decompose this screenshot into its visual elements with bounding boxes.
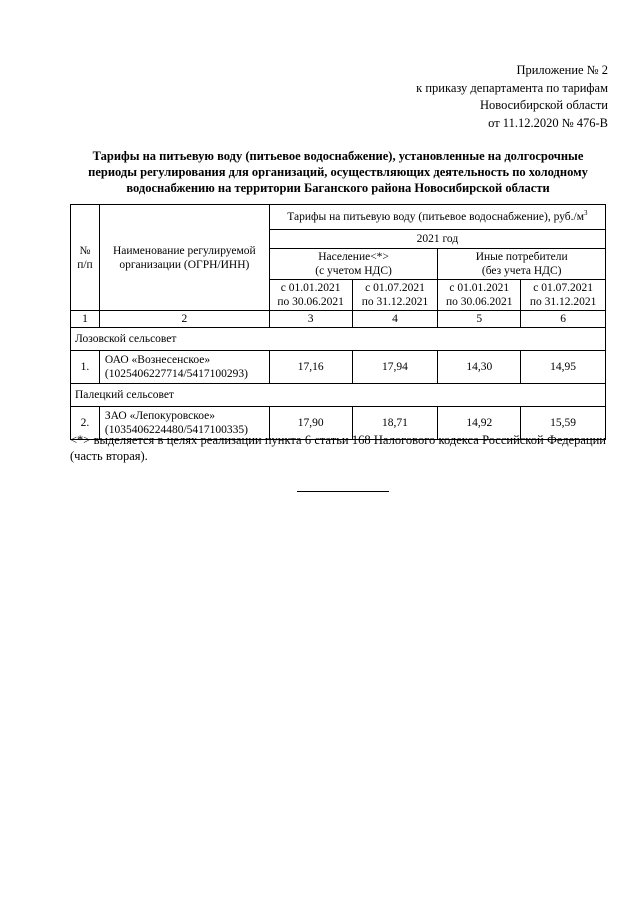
header-period: с 01.07.2021 по 31.12.2021: [352, 280, 438, 311]
row-num: 1.: [71, 351, 100, 384]
header-others-label: Иные потребители: [475, 251, 568, 263]
header-period: с 01.01.2021 по 30.06.2021: [269, 280, 352, 311]
column-number: 5: [438, 311, 521, 328]
column-number-row: [71, 311, 606, 328]
appendix-number: Приложение № 2: [516, 63, 608, 77]
tariff-value: 17,90: [269, 407, 352, 440]
header-population-note: (с учетом НДС): [315, 265, 392, 277]
org-name: ЗАО «Лепокуровское»: [104, 410, 215, 422]
header-others: [438, 249, 606, 280]
section-row: [71, 328, 606, 351]
column-number: 1: [71, 311, 100, 328]
org-ids: (1025406227714/5417100293): [104, 368, 249, 380]
tariff-table: [70, 204, 606, 440]
appendix-header: [416, 62, 608, 132]
tariff-value: 17,16: [269, 351, 352, 384]
table-row: [71, 351, 606, 384]
tariff-value: 14,30: [438, 351, 521, 384]
row-num: 2.: [71, 407, 100, 440]
header-period: с 01.07.2021 по 31.12.2021: [521, 280, 606, 311]
tariff-value: 14,95: [521, 351, 606, 384]
header-num: № п/п: [71, 205, 100, 311]
section-name: Палецкий сельсовет: [71, 384, 606, 407]
section-row: [71, 384, 606, 407]
document-title: Тарифы на питьевую воду (питьевое водоснабжение), установленные на долгосрочные периоды регулирования для организаций, осуществляющих деятельность по холодному водоснабжению на территории Баганского района Новосибирской области: [88, 149, 588, 195]
header-population: [269, 249, 438, 280]
tariff-value: 14,92: [438, 407, 521, 440]
column-number: 3: [269, 311, 352, 328]
tariff-value: 17,94: [352, 351, 438, 384]
header-year: 2021 год: [269, 230, 605, 249]
appendix-order-ref: к приказу департамента по тарифам: [416, 80, 608, 95]
appendix-order-date: от 11.12.2020 № 476-В: [488, 115, 608, 130]
row-org: [99, 351, 269, 384]
header-period: с 01.01.2021 по 30.06.2021: [438, 280, 521, 311]
org-name: ОАО «Вознесенское»: [104, 354, 211, 366]
org-ids: (1035406224480/5417100335): [104, 424, 249, 436]
column-number: 4: [352, 311, 438, 328]
section-name: Лозовской сельсовет: [71, 328, 606, 351]
header-tariffs: Тарифы на питьевую воду (питьевое водоснабжение), $руб./м^3$: [269, 205, 605, 230]
header-population-label: Население<*>: [318, 251, 389, 263]
column-number: 2: [99, 311, 269, 328]
tariff-value: 15,59: [521, 407, 606, 440]
appendix-region: Новосибирской области: [479, 98, 608, 112]
tariff-value: 18,71: [352, 407, 438, 440]
header-others-note: (без учета НДС): [481, 265, 562, 277]
end-divider: [297, 491, 389, 492]
footnote: <*> выделяется в целях реализации пункта 6 статьи 168 Налогового кодекса Российской Федерации (часть вторая).: [70, 433, 606, 463]
header-org: Наименование регулируемой организации (ОГРН/ИНН): [99, 205, 269, 311]
column-number: 6: [521, 311, 606, 328]
